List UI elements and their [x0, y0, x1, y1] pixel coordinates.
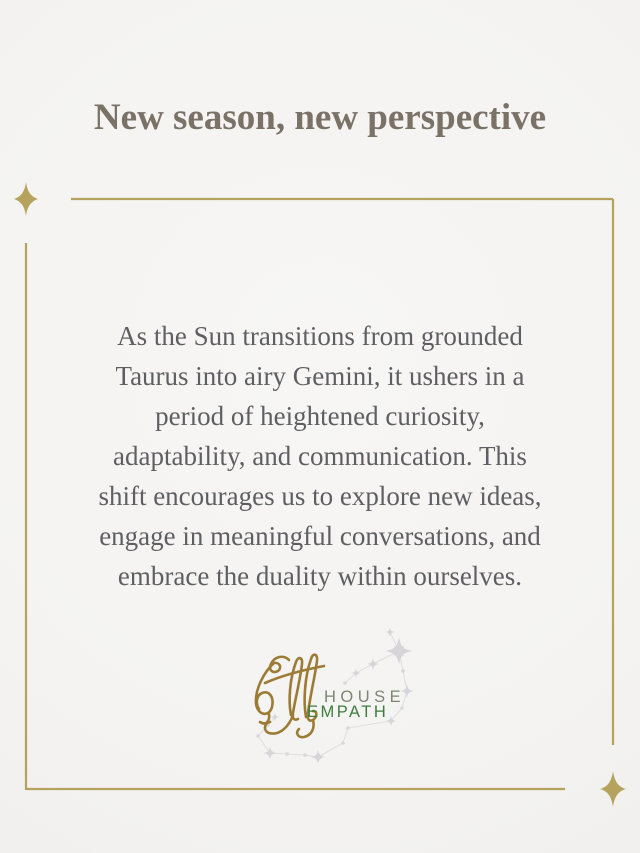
brand-logo: [245, 615, 435, 770]
logo-word-house: HOUSE: [324, 688, 406, 706]
quote-line: adaptability, and communication. This: [113, 441, 527, 471]
page-title: New season, new perspective: [93, 97, 547, 138]
quote-line: Taurus into airy Gemini, it ushers in a: [115, 361, 525, 391]
quote-line: period of heightened curiosity,: [155, 401, 485, 431]
sparkle-top-left-icon: [14, 182, 38, 216]
quote-line: As the Sun transitions from grounded: [117, 321, 523, 351]
quote-line: embrace the duality within ourselves.: [117, 561, 523, 591]
quote-line: engage in meaningful conversations, and: [99, 521, 541, 551]
sparkle-bottom-right-icon: [600, 771, 626, 807]
quote-line: shift encourages us to explore new ideas,: [98, 481, 542, 511]
quote-text: [0, 316, 640, 596]
logo-word-empath: EMPATH: [307, 703, 389, 721]
